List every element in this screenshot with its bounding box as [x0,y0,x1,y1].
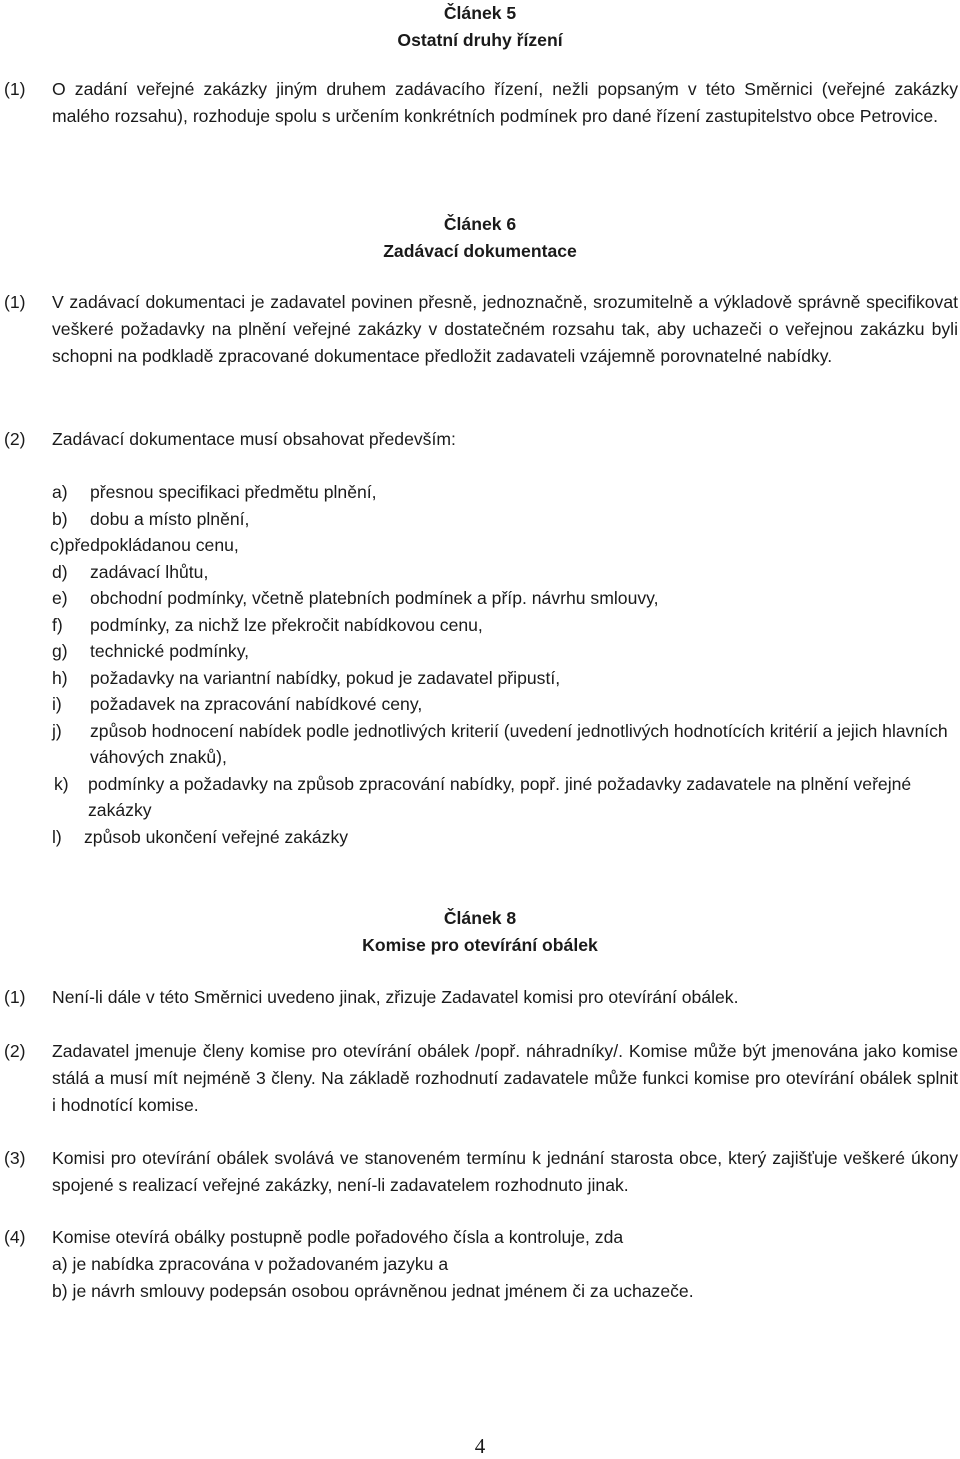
list-item: c)předpokládanou cenu, [50,535,239,555]
list-item: e) obchodní podmínky, včetně platebních podmínek a příp. návrhu smlouvy, [52,588,659,608]
article-5-number: Článek 5 [443,3,517,23]
article-6-paragraph-1 [4,289,958,370]
paragraph-number: (4) [4,1227,26,1247]
article-8-paragraph-3 [4,1145,958,1199]
page-number: 4 [474,1434,486,1458]
article-6-paragraph-2 [4,426,958,453]
paragraph-text: Není-li dále v této Směrnici uvedeno jinak, zřizuje Zadavatel komisi pro otevírání obálek. [52,987,739,1007]
article-8-number: Článek 8 [443,908,517,928]
article-6-title: Zadávací dokumentace [383,241,577,261]
article-8-paragraph-2 [4,1038,958,1119]
paragraph-text: V zadávací dokumentaci je zadavatel povinen přesně, jednoznačně, srozumitelně a výkladově správně specifikovat veškeré požadavky na plnění veřejné zakázky v dostatečném rozsahu tak, aby uchazeči o veřejnou zakázku byli schopni na podkladě zpracované dokumentace předložit zadavateli vzájemně porovnatelné nabídky. [52,292,958,366]
paragraph-number: (2) [4,429,26,449]
article-5-heading [0,0,960,54]
paragraph-text: O zadání veřejné zakázky jiným druhem zadávacího řízení, nežli popsaným v této Směrnici (veřejné zakázky malého rozsahu), rozhoduje spolu s určením konkrétních podmínek pro dané řízení zastupitelstvo obce Petrovice. [52,79,958,126]
article-5-paragraph-1 [4,76,958,130]
paragraph-line: b) je návrh smlouvy podepsán osobou oprávněnou jednat jménem či za uchazeče. [52,1281,694,1301]
list-item: i) požadavek na zpracování nabídkové ceny, [52,694,423,714]
paragraph-number: (2) [4,1041,26,1061]
list-item: d) zadávací lhůtu, [52,561,209,582]
paragraph-text [52,1224,958,1305]
paragraph-line: Komise otevírá obálky postupně podle pořadového čísla a kontroluje, zda [52,1227,624,1247]
list-item: l) způsob ukončení veřejné zakázky [52,826,349,847]
requirements-list [50,479,950,850]
list-item: h) požadavky na variantní nabídky, pokud je zadavatel připustí, [52,667,561,688]
paragraph-text: Zadávací dokumentace musí obsahovat především: [52,429,456,449]
article-6-heading [0,211,960,265]
article-8-title: Komise pro otevírání obálek [362,935,598,955]
list-item: b) dobu a místo plnění, [52,508,250,529]
article-5-title: Ostatní druhy řízení [397,30,563,50]
paragraph-number: (1) [4,292,26,312]
list-item: f) podmínky, za nichž lze překročit nabídkovou cenu, [52,614,483,635]
paragraph-number: (1) [4,79,26,99]
paragraph-number: (1) [4,987,26,1007]
paragraph-number: (3) [4,1148,26,1168]
paragraph-line: a) je nabídka zpracována v požadovaném jazyku a [52,1254,449,1274]
paragraph-text: Zadavatel jmenuje členy komise pro otevírání obálek /popř. náhradníky/. Komise může být jmenována jako komise stálá a musí mít nejméně 3 členy. Na základě rozhodnutí zadavatele může funkci komise pro otevírání obálek splnit i hodnotící komise. [52,1041,958,1115]
article-8-heading [0,905,960,959]
list-item: k) podmínky a požadavky na způsob zpracování nabídky, popř. jiné požadavky zadavatele na plnění veřejné zakázky [54,773,912,820]
article-8-paragraph-1 [4,984,958,1011]
list-item: j) způsob hodnocení nabídek podle jednotlivých kriterií (uvedení jednotlivých hodnotících kritérií a jejich hlavních váhových znaků), [52,720,948,767]
article-6-number: Článek 6 [443,214,517,234]
list-item: g) technické podmínky, [52,641,250,661]
article-8-paragraph-4 [4,1224,958,1305]
list-item: a) přesnou specifikaci předmětu plnění, [52,482,377,502]
paragraph-text: Komisi pro otevírání obálek svolává ve stanoveném termínu k jednání starosta obce, který zajišťuje veškeré úkony spojené s realizací veřejné zakázky, není-li zadavatelem rozhodnuto jinak. [52,1148,958,1195]
